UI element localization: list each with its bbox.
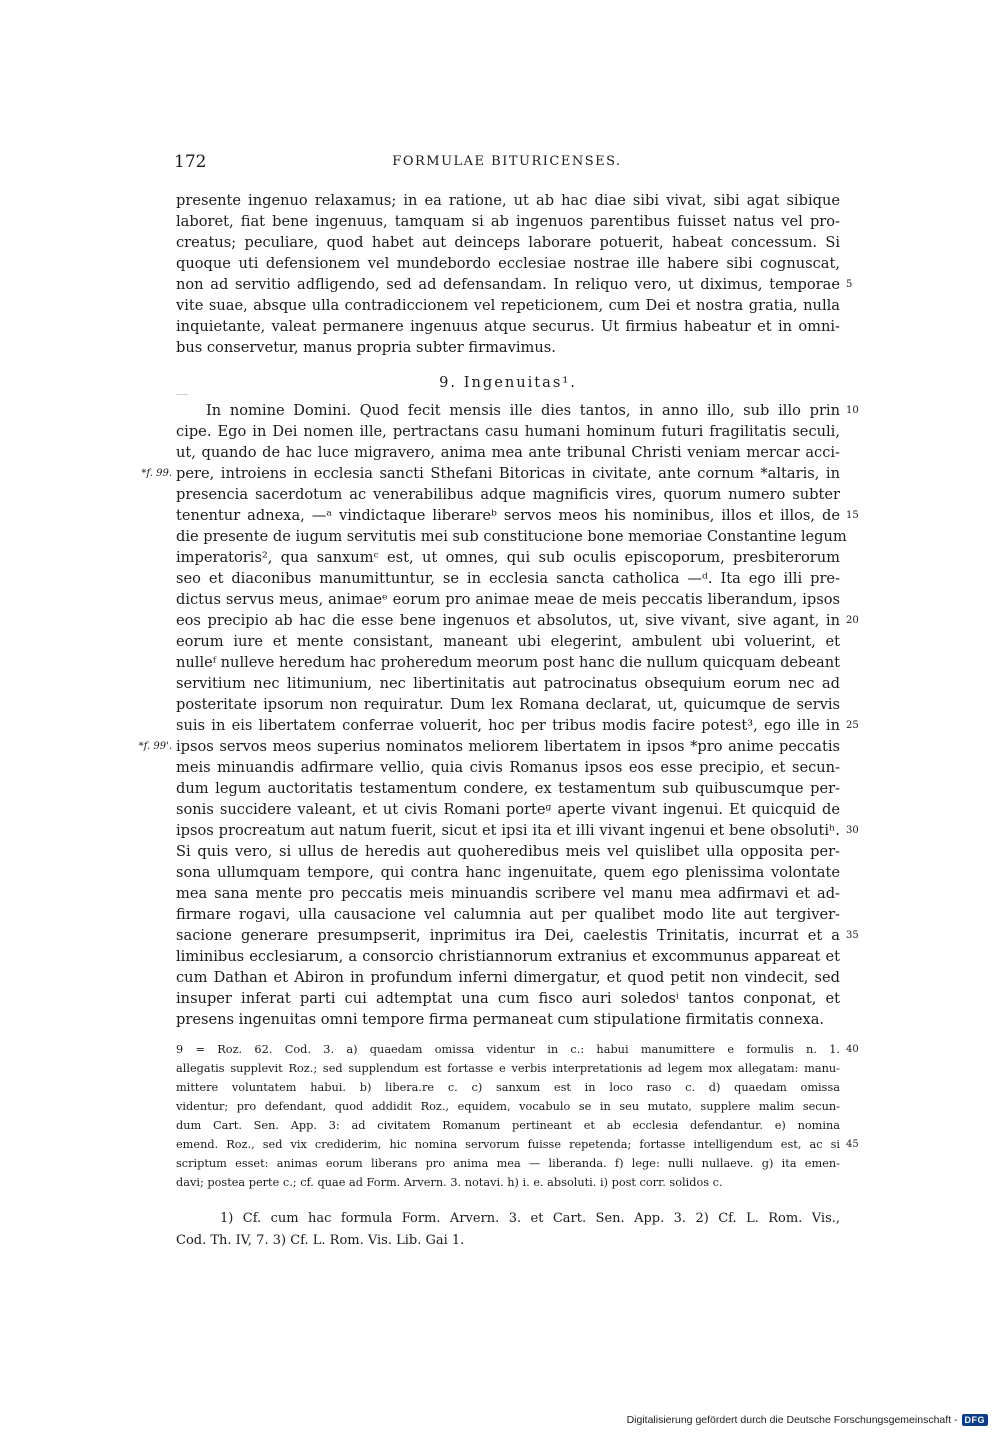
- text-line-row: [176, 274, 853, 295]
- page-header: [174, 152, 840, 176]
- text-line: ipsos procreatum aut natum fuerit, sicut et ipsi ita et illi vivant ingenui et bene obsolutiʰ.: [176, 822, 840, 839]
- line-number: 30: [846, 825, 859, 836]
- text-line-row: [176, 211, 840, 232]
- text-line: meis minuandis adfirmare vellio, quia civis Romanus ipsos eos esse precipio, et secun-: [176, 759, 840, 776]
- text-line: scriptum esset: animas eorum liberans pro anima mea — liberanda. f) lege: nulli nullaeve. g) ita emen-: [176, 1157, 840, 1170]
- text-line: presens ingenuitas omni tempore firma permaneat cum stipulatione firmitatis connexa.: [176, 1011, 825, 1028]
- text-line: quoque uti defensionem vel mundebordo ecclesiae nostrae ille habere sibi cognuscat,: [176, 255, 840, 272]
- text-line-row: [176, 757, 840, 778]
- text-line: Cod. Th. IV, 7. 3) Cf. L. Rom. Vis. Lib. Gai 1.: [176, 1233, 465, 1248]
- text-line: mittere voluntatem habui. b) libera.re c. c) sanxum est in loco raso c. d) quaedam omissa: [176, 1081, 840, 1094]
- text-line-row: [176, 715, 859, 736]
- text-line: nulleᶠ nulleve heredum hac proheredum meorum post hanc die nullum quicquam debeant: [176, 654, 840, 671]
- text-line: vite suae, absque ulla contradiccionem vel repeticionem, cum Dei et nostra gratia, nulla: [176, 297, 840, 314]
- text-line: seo et diaconibus manumittuntur, se in ecclesia sancta catholica —ᵈ. Ita ego illi pre-: [176, 570, 840, 587]
- text-line-row: [176, 316, 840, 337]
- text-line: eos precipio ab hac die esse bene ingenuos et absolutos, ut, sive vivant, sive agant, in: [176, 612, 840, 629]
- text-line-row: [176, 904, 840, 925]
- text-line: presencia sacerdotum ac venerabilibus adque magnificis vires, quorum numero subter: [176, 486, 840, 503]
- body-text: [138, 400, 859, 1030]
- text-line: sacione generare presumpserit, inprimitus ira Dei, caelestis Trinitatis, incurrat et a: [176, 927, 840, 944]
- text-line-row: [176, 547, 840, 568]
- text-line: imperatoris², qua sanxumᶜ est, ut omnes, qui sub oculis episcoporum, presbiterorum: [176, 549, 840, 566]
- text-line: mea sana mente pro peccatis meis minuandis scribere vel manu mea adfirmavi et ad-: [176, 885, 840, 902]
- reference-line-row: [176, 1208, 840, 1230]
- text-line-row: [176, 820, 859, 841]
- text-line: emend. Roz., sed vix crediderim, hic nomina servorum fuisse repetenda; fortasse intelligendum est, ac si: [176, 1138, 840, 1151]
- text-line: suis in eis libertatem conferrae voluerit, hoc per tribus modis facire potest³, ego ille in: [176, 717, 840, 734]
- text-line-row: [176, 652, 840, 673]
- folio-reference: *f. 99.: [141, 468, 172, 479]
- reference-line-row: [176, 1230, 840, 1252]
- text-line: sona ullumquam tempore, qui contra hanc ingenuitate, quem ego plenissima volontate: [176, 864, 840, 881]
- text-line-row: [176, 526, 847, 547]
- text-line: inquietante, valeat permanere ingenuus atque securus. Ut firmius habeatur et in omni-: [176, 318, 840, 335]
- text-line: eorum iure et mente consistant, maneant ubi elegerint, ambulent ubi voluerint, et: [176, 633, 840, 650]
- section-title: 9. Ingenuitas¹.: [439, 374, 577, 391]
- text-line-row: [176, 841, 840, 862]
- note-line-row: [176, 1097, 840, 1116]
- text-line: dum Cart. Sen. App. 3: ad civitatem Romanum pertineant et ab ecclesia defendantur. e) nomina: [176, 1119, 840, 1132]
- text-line-row: [176, 799, 840, 820]
- text-line-row: [176, 484, 840, 505]
- text-line: Si quis vero, si ullus de heredis aut quoheredibus meis vel quislibet ulla opposita per-: [176, 843, 840, 860]
- text-line-row: [176, 862, 840, 883]
- text-line: dum legum auctoritatis testamentum condere, ex testamentum sub quibuscumque per-: [176, 780, 840, 797]
- text-line: ut, quando de hac luce migravero, anima mea ante tribunal Christi veniam mercar acci-: [176, 444, 840, 461]
- text-line: servitium nec litimunium, nec libertinitatis aut patrocinatus obsequium eorum nec ad: [176, 675, 840, 692]
- text-line: allegatis supplevit Roz.; sed supplendum est fortasse e verbis interpretationis ad legem mox allegatam: manu-: [176, 1062, 840, 1075]
- text-line: non ad servitio adfligendo, sed ad defensandam. In reliquo vero, ut diximus, temporae: [176, 276, 840, 293]
- line-number: 45: [846, 1139, 859, 1150]
- line-number: 15: [846, 510, 859, 521]
- text-line: tenentur adnexa, —ᵃ vindictaque liberareᵇ servos meos his nominibus, illos et illos, de: [176, 507, 840, 524]
- folio-reference: *f. 99'.: [138, 741, 172, 752]
- note-line-row: [176, 1078, 840, 1097]
- text-line-row: [176, 967, 840, 988]
- text-line: laboret, fiat bene ingenuus, tamquam si ab ingenuos parentibus fuisset natus vel pro-: [176, 213, 840, 230]
- text-line: ipsos servos meos superius nominatos meliorem libertatem in ipsos *pro anime peccatis: [176, 738, 840, 755]
- text-line-row: [141, 463, 840, 484]
- text-line: die presente de iugum servitutis mei sub constitucione bone memoriae Constantine legum: [176, 528, 847, 545]
- text-line: bus conservetur, manus propria subter firmavimus.: [176, 339, 556, 356]
- text-line: 9 = Roz. 62. Cod. 3. a) quaedam omissa videntur in c.: habui manumittere e formulis n. 1.: [176, 1043, 840, 1056]
- line-number: 5: [846, 279, 853, 290]
- text-line: posteritate ipsorum non requiratur. Dum lex Romana declarat, ut, quicumque de servis: [176, 696, 840, 713]
- note-line-row: [176, 1135, 859, 1154]
- text-line-row: [176, 589, 840, 610]
- dfg-logo: DFG: [962, 1414, 989, 1426]
- footer: [608, 1412, 988, 1428]
- note-line-row: [176, 1116, 840, 1135]
- line-number: 25: [846, 720, 859, 731]
- text-line-row: [176, 505, 859, 526]
- text-line-row: [138, 736, 840, 757]
- text-line-row: [176, 694, 840, 715]
- text-line-row: [176, 295, 840, 316]
- text-line: liminibus ecclesiarum, a consorcio christiannorum extranius et excommunus appareat et: [176, 948, 840, 965]
- running-title: FORMULAE BITURICENSES.: [392, 154, 622, 169]
- page-number: 172: [174, 152, 207, 172]
- text-line: pere, introiens in ecclesia sancti Sthefani Bitoricas in civitate, ante cornum *altaris, in: [176, 465, 840, 482]
- text-line-row: [176, 925, 859, 946]
- line-number: 10: [846, 405, 859, 416]
- text-line: In nomine Domini. Quod fecit mensis ille dies tantos, in anno illo, sub illo prin: [206, 402, 840, 419]
- footnotes: [176, 1208, 840, 1252]
- text-line: 1) Cf. cum hac formula Form. Arvern. 3. et Cart. Sen. App. 3. 2) Cf. L. Rom. Vis.,: [220, 1211, 840, 1226]
- text-line-row: [176, 337, 840, 358]
- text-line-row: [176, 400, 859, 421]
- text-line: sonis succidere valeant, et ut civis Romani porteᵍ aperte vivant ingenui. Et quicquid de: [176, 801, 840, 818]
- text-line: creatus; peculiare, quod habet aut deinceps laborare potuerit, habeat concessum. Si: [176, 234, 840, 251]
- text-line: cum Dathan et Abiron in profundum inferni dimergatur, et quod petit non vindecit, sed: [176, 969, 840, 986]
- text-line-row: [176, 778, 840, 799]
- text-line: davi; postea perte c.; cf. quae ad Form. Arvern. 3. notavi. h) i. e. absoluti. i) post corr. solidos c.: [176, 1176, 723, 1189]
- text-line-row: [176, 946, 840, 967]
- text-line-row: [176, 568, 840, 589]
- text-line-row: [176, 610, 859, 631]
- note-line-row: [176, 1154, 840, 1173]
- line-number: 40: [846, 1044, 859, 1055]
- text-line: insuper inferat parti cui adtemptat una cum fisco auri soledosⁱ tantos conponat, et: [176, 990, 840, 1007]
- text-line-row: [176, 190, 840, 211]
- footer-text: Digitalisierung gefördert durch die Deutsche Forschungsgemeinschaft -: [626, 1414, 958, 1426]
- note-line-row: [176, 1040, 859, 1059]
- text-line-row: [176, 883, 840, 904]
- note-line-row: [176, 1173, 840, 1192]
- margin-mark: [176, 394, 188, 395]
- text-line-row: [176, 232, 840, 253]
- text-line: presente ingenuo relaxamus; in ea ratione, ut ab hac diae sibi vivat, sibi agat sibique: [176, 192, 840, 209]
- text-line: dictus servus meus, animaeᵉ eorum pro animae meae de meis peccatis liberandum, ipsos: [176, 591, 840, 608]
- text-line-row: [176, 442, 840, 463]
- line-number: 20: [846, 615, 859, 626]
- critical-apparatus: [176, 1040, 859, 1192]
- text-line-row: [176, 988, 840, 1009]
- line-number: 35: [846, 930, 859, 941]
- text-line-row: [176, 631, 840, 652]
- text-line-row: [176, 1009, 840, 1030]
- text-line: videntur; pro defendant, quod addidit Roz., equidem, vocabulo se in seu mutato, supplere malim secun-: [176, 1100, 840, 1113]
- text-line-row: [176, 673, 840, 694]
- text-line-row: [176, 421, 840, 442]
- text-line-row: [176, 253, 840, 274]
- note-line-row: [176, 1059, 840, 1078]
- text-line: cipe. Ego in Dei nomen ille, pertractans casu humani hominum futuri fragilitatis seculi,: [176, 423, 840, 440]
- text-line: firmare rogavi, ulla causacione vel calumnia aut per qualibet modo lite aut tergiver-: [176, 906, 840, 923]
- intro-text: [176, 190, 853, 358]
